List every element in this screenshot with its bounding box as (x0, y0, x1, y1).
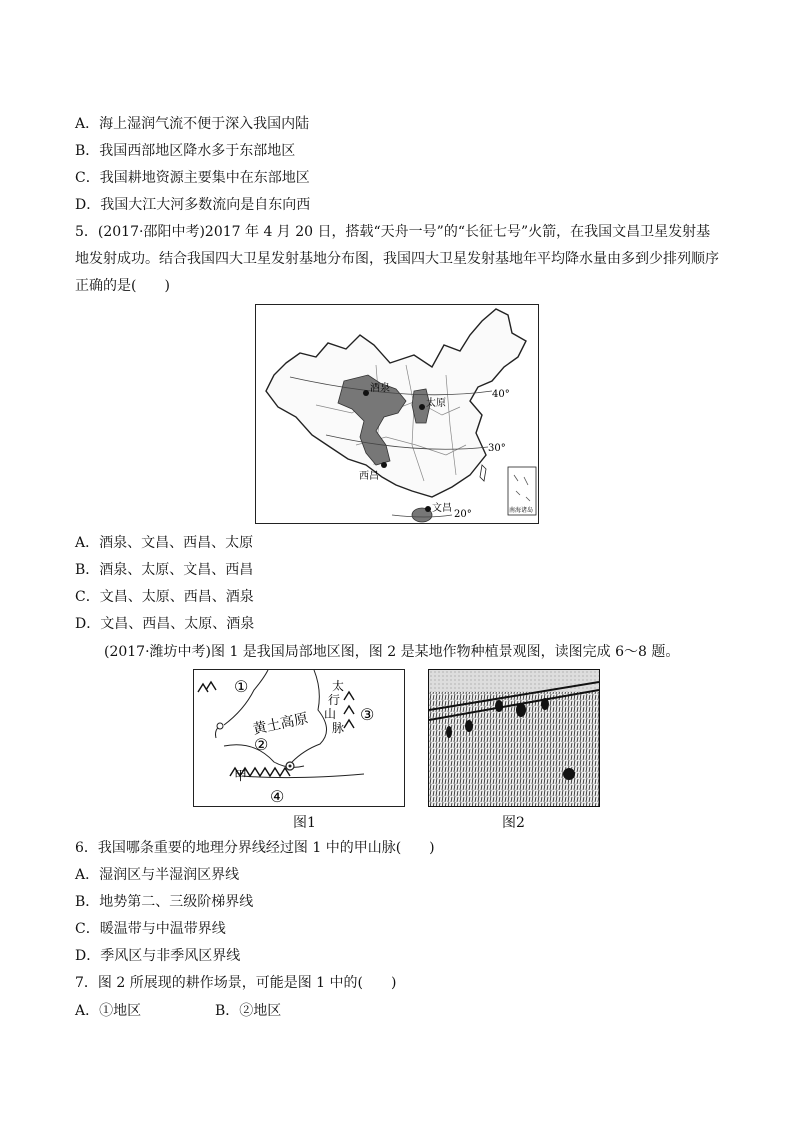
label-40deg: 40° (492, 389, 510, 400)
label-xichang: 西昌 (359, 471, 379, 482)
q5-option-d: D．文昌、西昌、太原、酒泉 (75, 616, 255, 632)
dot-xichang (381, 462, 387, 468)
q6-option-a: A．湿润区与半湿润区界线 (75, 867, 240, 883)
q4-option-c: C．我国耕地资源主要集中在东部地区 (75, 170, 310, 186)
q4-option-b: B．我国西部地区降水多于东部地区 (75, 143, 296, 159)
mountain-nw (198, 682, 216, 692)
label-wenchang: 文昌 (432, 503, 452, 514)
label-region-4: ④ (270, 787, 285, 806)
q7-option-b: B．②地区 (215, 1003, 282, 1019)
q7-stem: 7．图 2 所展现的耕作场景，可能是图 1 中的( ) (75, 975, 397, 991)
q4-option-a: A．海上湿润气流不便于深入我国内陆 (75, 116, 310, 132)
dot-wenchang (425, 506, 431, 512)
label-nanhai: 南海诸岛 (509, 507, 534, 514)
dot-taiyuan (419, 404, 425, 410)
q6-option-b: B．地势第二、三级阶梯界线 (75, 894, 254, 910)
label-taihang-2: 行 (328, 693, 341, 707)
figure-1-regional-map (193, 669, 405, 807)
taiwan-outline (480, 465, 486, 481)
label-region-3: ③ (360, 705, 375, 724)
figure-1-caption: 图1 (293, 815, 316, 831)
q5-stem-line2: 地发射成功。结合我国四大卫星发射基地分布图，我国四大卫星发射基地年平均降水量由多到少排列顺序 (75, 251, 719, 267)
city-marker-west (217, 723, 223, 729)
label-region-2: ② (254, 735, 269, 754)
q6-option-d: D．季风区与非季风区界线 (75, 948, 241, 964)
mountain-taihang (344, 692, 354, 728)
q6-8-intro: (2017·潍坊中考)图 1 是我国局部地区图，图 2 是某地作物种植景观图，读图完成 6～8 题。 (104, 644, 680, 660)
q5-option-b: B．酒泉、太原、文昌、西昌 (75, 562, 254, 578)
label-region-1: ① (234, 677, 249, 696)
q7-option-a: A．①地区 (75, 1003, 142, 1019)
label-taihang-4: 脉 (332, 721, 345, 735)
q5-option-a: A．酒泉、文昌、西昌、太原 (75, 535, 254, 551)
label-taiyuan: 太原 (426, 398, 446, 409)
label-30deg: 30° (488, 443, 506, 454)
label-20deg: 20° (454, 509, 472, 520)
label-loess-plateau: 黄土高原 (251, 710, 310, 738)
q5-stem-line3: 正确的是( ) (75, 278, 170, 294)
figure-2-photo (428, 669, 600, 807)
label-jiuquan: 酒泉 (370, 383, 390, 394)
q5-stem-line1: 5．(2017·邵阳中考)2017 年 4 月 20 日，搭载“天舟一号”的“长征七号”火箭，在我国文昌卫星发射基 (75, 224, 711, 240)
dot-jiuquan (363, 390, 369, 396)
q4-option-d: D．我国大江大河多数流向是自东向西 (75, 197, 311, 213)
label-taihang-3: 山 (324, 707, 337, 721)
label-taihang-1: 太 (332, 679, 345, 693)
figure-2-caption: 图2 (502, 815, 525, 831)
label-jia: 甲 (234, 769, 248, 784)
q5-option-c: C．文昌、太原、西昌、酒泉 (75, 589, 254, 605)
q6-stem: 6．我国哪条重要的地理分界线经过图 1 中的甲山脉( ) (75, 840, 435, 856)
china-launch-sites-map (255, 304, 539, 524)
q6-option-c: C．暖温带与中温带界线 (75, 921, 226, 937)
